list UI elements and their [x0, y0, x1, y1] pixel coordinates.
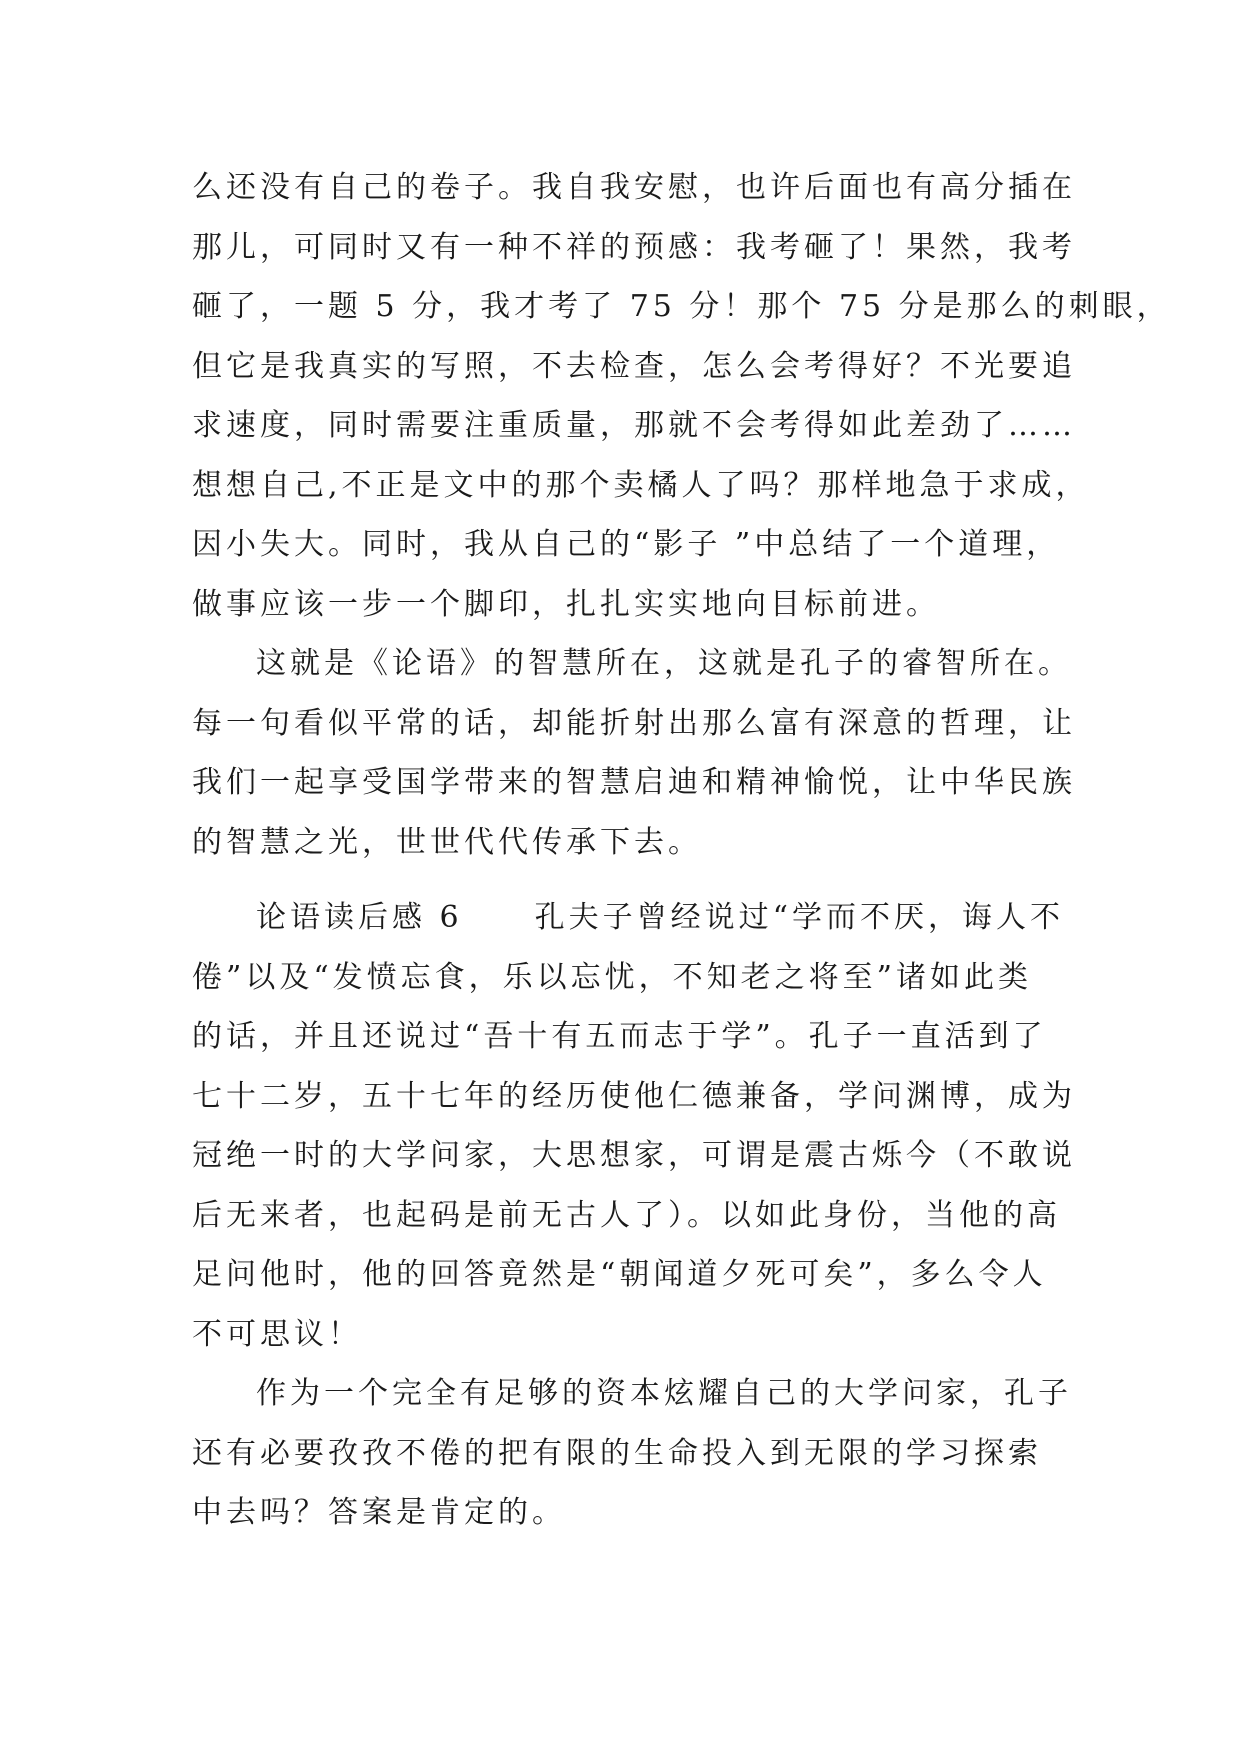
paragraph-line: 因小失大。同时，我从自己的“影子 ”中总结了一个道理， — [192, 527, 1061, 562]
paragraph-line: 后无来者，也起码是前无古人了）。以如此身份，当他的高 — [192, 1197, 1061, 1233]
paragraph-line: 我们一起享受国学带来的智慧启迪和精神愉悦，让中华民族 — [192, 765, 1076, 800]
paragraph-line: 砸了，一题 5 分，我才考了 75 分！那个 75 分是那么的刺眼， — [192, 289, 1171, 324]
paragraph-line: 的智慧之光，世世代代传承下去。 — [192, 824, 702, 860]
paragraph-line: 做事应该一步一个脚印，扎扎实实地向目标前进。 — [192, 586, 940, 622]
essay-continuation — [192, 158, 1171, 872]
paragraph-line: 每一句看似平常的话，却能折射出那么富有深意的哲理，让 — [192, 705, 1076, 741]
paragraph-line: 作为一个完全有足够的资本炫耀自己的大学问家，孔子 — [256, 1376, 1072, 1411]
paragraph-line: 么还没有自己的卷子。我自我安慰，也许后面也有高分插在 — [192, 170, 1076, 205]
paragraph-line: 七十二岁，五十七年的经历使他仁德兼备，学问渊博，成为 — [192, 1078, 1076, 1114]
paragraph-line: 但它是我真实的写照，不去检查，怎么会考得好？不光要追 — [192, 348, 1076, 384]
paragraph-line: 想想自己,不正是文中的那个卖橘人了吗？那样地急于求成， — [192, 467, 1090, 503]
paragraph-line: 足问他时，他的回答竟然是“朝闻道夕死可矣”，多么令人 — [192, 1257, 1047, 1292]
paragraph-line: 还有必要孜孜不倦的把有限的生命投入到无限的学习探索 — [192, 1435, 1042, 1471]
paragraph-line: 倦”以及“发愤忘食，乐以忘忧，不知老之将至”诸如此类 — [192, 959, 1033, 995]
essay-heading: 论语读后感 6 — [256, 900, 463, 935]
paragraph-line: 求速度，同时需要注重质量，那就不会考得如此差劲了…… — [192, 408, 1076, 443]
essay-heading-line — [192, 888, 1072, 948]
paragraph-line: 这就是《论语》的智慧所在，这就是孔子的睿智所在。 — [256, 646, 1072, 681]
paragraph-line: 不可思议！ — [192, 1316, 362, 1352]
essay-6 — [192, 888, 1076, 1543]
paragraph-line: 那儿，可同时又有一种不祥的预感：我考砸了！果然，我考 — [192, 229, 1076, 265]
paragraph-line: 中去吗？答案是肯定的。 — [192, 1495, 566, 1530]
paragraph-line: 冠绝一时的大学问家，大思想家，可谓是震古烁今（不敢说 — [192, 1138, 1076, 1173]
paragraph-line: 孔夫子曾经说过“学而不厌，诲人不 — [534, 900, 1064, 935]
paragraph-line: 的话，并且还说过“吾十有五而志于学”。孔子一直活到了 — [192, 1019, 1047, 1054]
